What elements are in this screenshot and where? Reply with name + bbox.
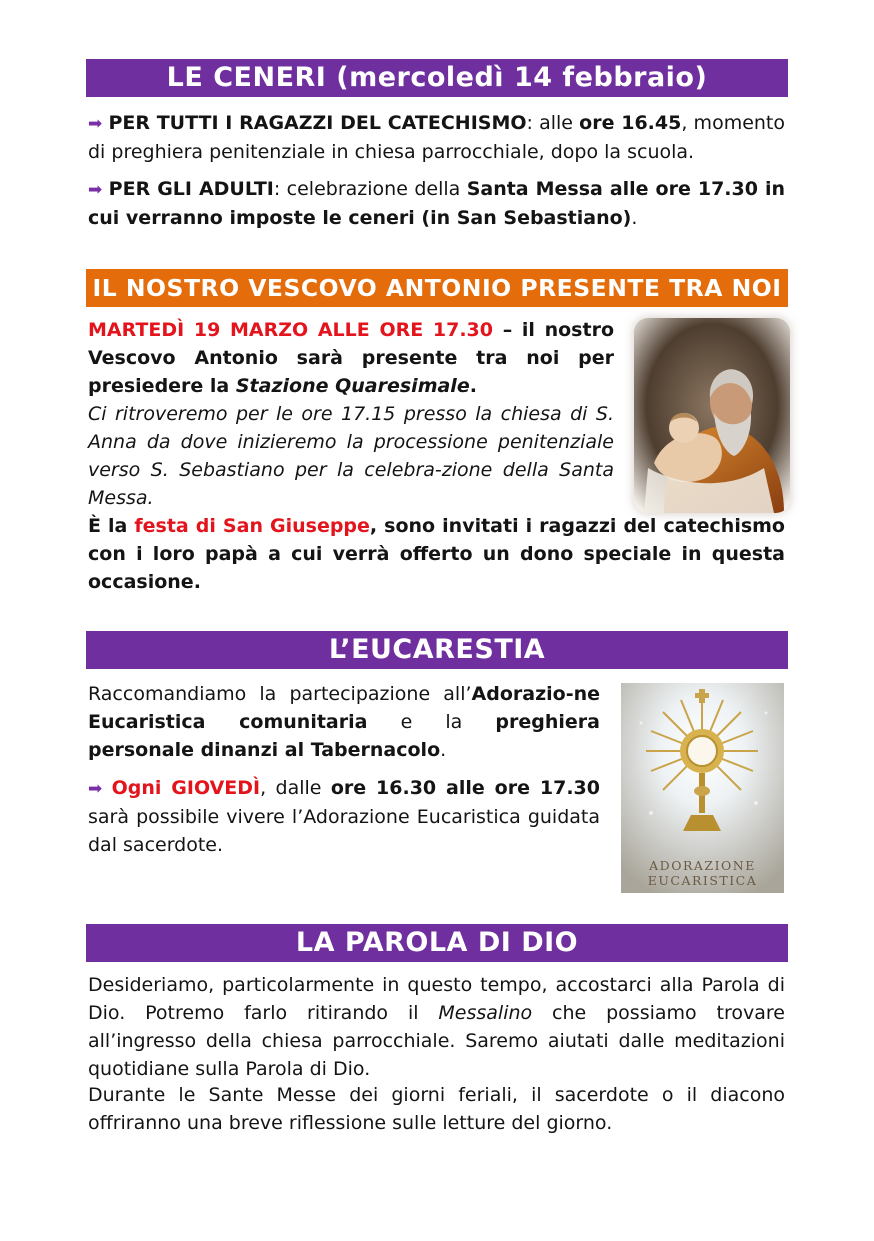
ceneri-bullet-ragazzi: ➡ PER TUTTI I RAGAZZI DEL CATECHISMO: alle ore 16.45, momento di preghiera penitenziale in chiesa parrocchiale, dopo la scuola. — [88, 112, 786, 163]
parola-paragraph-1: Desideriamo, particolarmente in questo tempo, accostarci alla Parola di Dio. Potremo farlo ritirando il Messalino che possiamo trovare all’ingresso della chiesa parrocchiale. Saremo aiutati dalle meditazioni quotidiane sulla Parola di Dio. — [88, 974, 785, 1080]
vescovo-paragraph: MARTEDÌ 19 MARZO ALLE ORE 17.30 – il nostro Vescovo Antonio sarà presente tra noi per presiedere la Stazione Quaresimale. — [88, 319, 614, 397]
san-giuseppe-image — [634, 318, 790, 513]
san-giuseppe-painting-icon — [634, 318, 790, 513]
ceneri-banner — [86, 59, 788, 97]
parola-paragraph-2: Durante le Sante Messe dei giorni feriali, il sacerdote o il diacono offriranno una breve riflessione sulle letture del giorno. — [88, 1084, 785, 1134]
right-arrow-icon: ➡ — [88, 180, 103, 200]
parola-title: LA PAROLA DI DIO — [295, 927, 579, 958]
vescovo-festa: È la festa di San Giuseppe, sono invitati i ragazzi del catechismo con i loro papà a cui verrà offerto un dono speciale in questa occasione. — [88, 515, 785, 593]
ceneri-title: LE CENERI (mercoledì 14 febbraio) — [166, 62, 708, 93]
right-arrow-icon: ➡ — [88, 779, 103, 799]
vescovo-banner — [86, 269, 788, 307]
ceneri-bullet-adulti: ➡ PER GLI ADULTI: celebrazione della Santa Messa alle ore 17.30 in cui verranno imposte le ceneri (in San Sebastiano). — [88, 178, 785, 229]
adorazione-caption-line1: ADORAZIONE — [649, 858, 756, 873]
adorazione-caption-line2: EUCARISTICA — [647, 873, 758, 888]
adorazione-eucaristica-image — [621, 683, 784, 893]
parola-banner — [86, 924, 788, 962]
eucarestia-banner — [86, 631, 788, 669]
eucarestia-title: L’EUCARESTIA — [328, 634, 546, 665]
eucarestia-paragraph: Raccomandiamo la partecipazione all’Adorazio-ne Eucaristica comunitaria e la preghiera personale dinanzi al Tabernacolo. — [88, 683, 600, 761]
vescovo-italic-note: Ci ritroveremo per le ore 17.15 presso la chiesa di S. Anna da dove inizieremo la processione penitenziale verso S. Sebastiano per la celebra-zione della Santa Messa. — [88, 403, 614, 509]
right-arrow-icon: ➡ — [88, 114, 103, 134]
vescovo-title: IL NOSTRO VESCOVO ANTONIO PRESENTE TRA NOI — [92, 274, 782, 302]
eucarestia-giovedi: ➡ Ogni GIOVEDÌ, dalle ore 16.30 alle ore 17.30 sarà possibile vivere l’Adorazione Eucaristica guidata dal sacerdote. — [88, 777, 601, 856]
